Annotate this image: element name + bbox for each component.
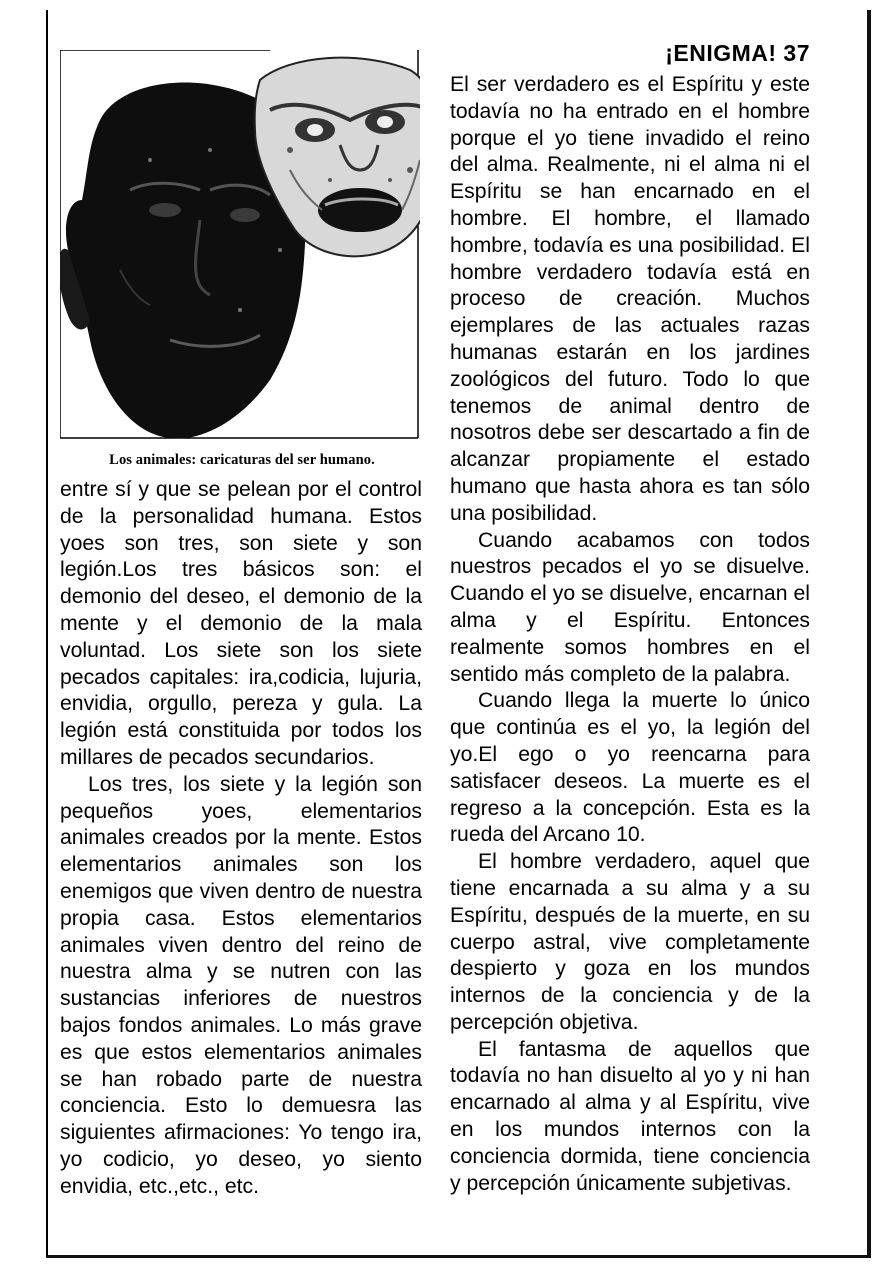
illustration (60, 50, 420, 442)
paragraph: Los tres, los siete y la legión son pequeños yoes, elementarios animales creados por la mente. Estos elementarios animales son los enemigos que viven dentro de nuestra propia casa. Estos elementarios animales viven dentro del reino de nuestra alma y se nutren con las sustancias inferiores de nuestros bajos fondos animales. Lo más grave es que estos elementarios animales se han robado parte de nuestra conciencia. Esto lo demuesra las siguientes afirmaciones: Yo tengo ira, yo codicio, yo deseo, yo siento envidia, etc.,etc., etc. (60, 772, 422, 1198)
paragraph: Cuando llega la muerte lo único que continúa es el yo, la legión del yo.El ego o yo reencarna para satisfacer deseos. La muerte es el regreso a la concepción. Esta es la rueda del Arcano 10. (450, 689, 810, 847)
page-heading: ¡ENIGMA! 37 (665, 40, 810, 66)
left-column (60, 477, 422, 1201)
paragraph: El ser verdadero es el Espíritu y este todavía no ha entrado en el hombre porque el yo tiene invadido el reino del alma. Realmente, ni el alma ni el Espíritu se han encarnado en el hombre. El hombre, el llamado hombre, todavía es una posibilidad. El hombre verdadero todavía está en proceso de creación. Muchos ejemplares de las actuales razas humanas estarán en los jardines zoológicos del futuro. Todo lo que tenemos de animal dentro de nosotros debe ser descartado a fin de alcanzar propiamente el estado humano que hasta ahora es tan sólo una posibilidad. (450, 73, 810, 525)
figure-caption: Los animales: caricaturas del ser humano. (109, 452, 375, 468)
paragraph: Cuando acabamos con todos nuestros pecados el yo se disuelve. Cuando el yo se disuelve, encarnan el alma y el Espíritu. Entonces realmente somos hombres en el sentido más completo de la palabra. (450, 528, 810, 686)
paragraph: El hombre verdadero, aquel que tiene encarnada a su alma y a su Espíritu, después de la muerte, en su cuerpo astral, vive completamente despierto y goza en los mundos internos de la conciencia y de la percepción objetiva. (450, 850, 810, 1034)
right-column (450, 72, 810, 1197)
paragraph: El fantasma de aquellos que todavía no han disuelto al yo y ni han encarnado al alma y al Espíritu, vive en los mundos internos con la conciencia dormida, tiene conciencia y percepción únicamente subjetivas. (450, 1037, 810, 1195)
illustration-svg (60, 50, 420, 442)
paragraph: entre sí y que se pelean por el control de la personalidad humana. Estos yoes son tres, son siete y son legión.Los tres básicos son: el demonio del deseo, el demonio de la mente y el demonio de la mala voluntad. Los siete son los siete pecados capitales: ira,codicia, lujuria, envidia, orgullo, pereza y gula. La legión está constituida por todos los millares de pecados secundarios. (60, 478, 422, 769)
